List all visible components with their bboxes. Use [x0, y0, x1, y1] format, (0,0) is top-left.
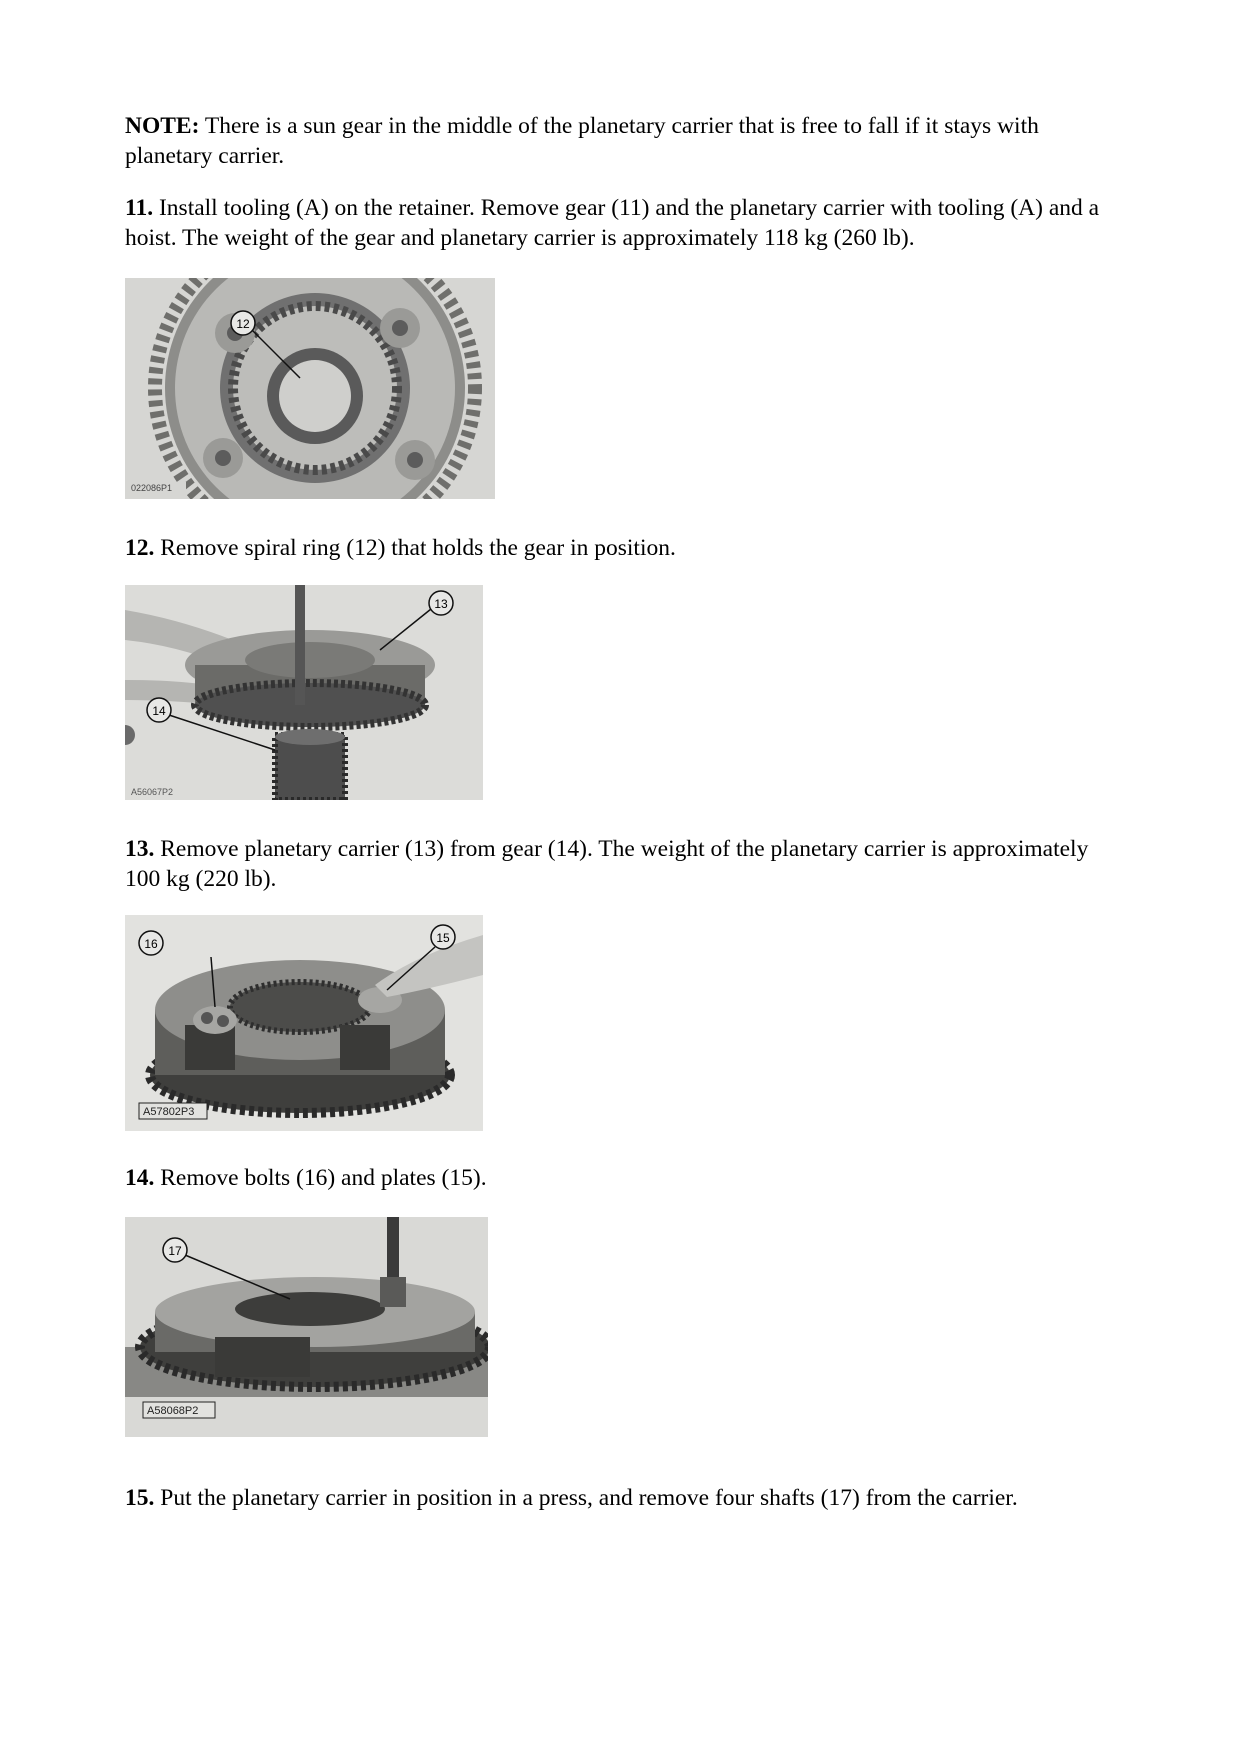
note-paragraph	[125, 111, 1125, 171]
step-number: 11.	[125, 195, 154, 221]
step-number: 14.	[125, 1165, 155, 1191]
step-text: Install tooling (A) on the retainer. Remove gear (11) and the planetary carrier with tooling (A) and a hoist. The weight of the gear and planetary carrier is approximately 118 kg (260 lb).	[125, 195, 1100, 251]
bolts-photo-illustration	[125, 915, 483, 1131]
figure-code: 022086P1	[131, 483, 173, 493]
callout-13: 13	[434, 597, 448, 611]
figure-code: A56067P2	[131, 787, 174, 797]
step-number: 15.	[125, 1485, 155, 1511]
step-number: 12.	[125, 535, 155, 561]
gear-photo-illustration	[125, 278, 495, 499]
callout-16: 16	[144, 937, 158, 951]
figure-press-shafts-photo	[125, 1217, 488, 1437]
figure-spiral-ring-photo	[125, 278, 495, 499]
callout-15: 15	[436, 931, 450, 945]
callout-17: 17	[168, 1244, 182, 1258]
step-15-paragraph	[125, 1483, 1125, 1513]
step-12-paragraph	[125, 533, 1125, 563]
figure-code: A58068P2	[147, 1405, 199, 1417]
step-14-paragraph	[125, 1163, 1125, 1193]
carrier-photo-illustration	[125, 585, 483, 800]
step-text: Remove spiral ring (12) that holds the gear in position.	[160, 535, 676, 561]
step-text: Put the planetary carrier in position in a press, and remove four shafts (17) from the carrier.	[160, 1485, 1018, 1511]
callout-12: 12	[236, 317, 250, 331]
step-number: 13.	[125, 836, 155, 862]
step-text: Remove planetary carrier (13) from gear (14). The weight of the planetary carrier is approximately 100 kg (220 lb).	[125, 836, 1089, 892]
note-text: There is a sun gear in the middle of the planetary carrier that is free to fall if it stays with planetary carrier.	[125, 113, 1039, 169]
callout-14: 14	[152, 704, 166, 718]
step-13-paragraph	[125, 834, 1125, 894]
note-label: NOTE:	[125, 113, 200, 139]
press-photo-illustration	[125, 1217, 488, 1437]
step-11-paragraph	[125, 193, 1125, 253]
step-text: Remove bolts (16) and plates (15).	[160, 1165, 487, 1191]
figure-code: A57802P3	[143, 1106, 195, 1118]
figure-bolts-plates-photo	[125, 915, 483, 1131]
figure-carrier-gear-photo	[125, 585, 483, 800]
